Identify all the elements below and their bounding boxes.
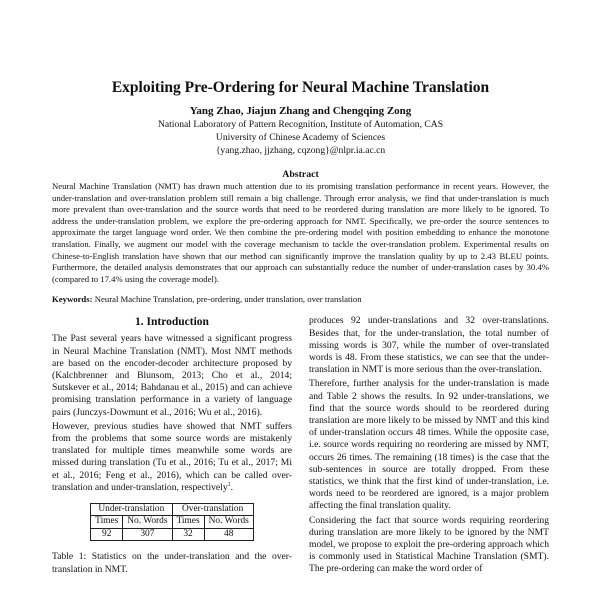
keywords [52, 293, 549, 305]
table-header: Times [91, 516, 123, 529]
section-heading-introduction: 1. Introduction [135, 316, 209, 329]
table-header: No. Words [204, 516, 253, 529]
table-row [91, 528, 254, 541]
two-column-body [52, 315, 549, 577]
table-cell: 48 [204, 528, 253, 541]
table-cell: 92 [91, 528, 123, 541]
paragraph-text: However, previous studies have showed that NMT suffers from the problems that some source words are mistakenly translated for multiple times meanwhile some words are missed during translation (Tu et al., 2016; Tu et al., 2017; Mi et al., 2016; Feng et al., 2016), which can be called over-translation and under-translation, respectively [52, 420, 292, 493]
paragraph: However, previous studies have showed that NMT suffers from the problems that some source words are mistakenly translated for multiple times meanwhile some words are missed during translation (Tu et al., 2016; Tu et al., 2017; Mi et al., 2016; Feng et al., 2016), which can be called over-translation and under-translation, respectively$^1$. [52, 420, 292, 493]
abstract-text: Neural Machine Translation (NMT) has drawn much attention due to its promising translation performance in recent years. However, the under-translation and over-translation problem still remain a big challenge. Through error analysis, we find that under-translation is much more prevalent than over-translation and the source words that need to be reordered during translation are more likely to be ignored. To address the under-translation problem, we explore the pre-ordering approach for NMT. Specifically, we pre-order the source sentences to approximate the target language word order. We then combine the pre-ordering model with position embedding to enhance the monotone translation. Finally, we augment our model with the coverage mechanism to tackle the over-translation problem. Experimental results on Chinese-to-English translation have shown that our method can significantly improve the translation quality by up to 2.43 BLEU points. Furthermore, the detailed analysis demonstrates that our approach can substantially reduce the number of under-translation cases by 30.4% (compared to 17.4% using the coverage model). [52, 181, 549, 284]
footnote-mark: 1 [227, 481, 231, 488]
paragraph: Considering the fact that source words requiring reordering during translation are more likely to be ignored by the NMT model, we propose to exploit the pre-ordering approach which is commonly used in Statistical Machine Translation (SMT). The pre-ordering can make the word order of [309, 514, 549, 575]
left-column [52, 315, 292, 576]
table-header: No. Words [123, 516, 172, 529]
paragraph: Therefore, further analysis for the under-translation is made and Table 2 shows the results. In 92 under-translations, we find that the source words should to be reordered during translation are more likely to be missed by NMT and this kind of under-translation occurs 48 times. While the opposite case, i.e. source words requiring no reordering are missed by NMT, occurs 26 times. The remaining (18 times) is the case that the sub-sentences in source are totally dropped. From these statistics, we think that the first kind of under-translation, i.e. words need to be reordered are ignored, is a major problem affecting the final translation quality. [309, 378, 549, 512]
table-caption: Table 1: Statistics on the under-translation and the over-translation in NMT. [52, 551, 292, 575]
table-row [91, 503, 254, 516]
keywords-label: Keywords: [52, 294, 93, 305]
right-column [309, 315, 549, 577]
authors: Yang Zhao, Jiajun Zhang and Chengqing Zong [189, 105, 412, 117]
paper-title: Exploiting Pre-Ordering for Neural Machine Translation [111, 79, 490, 96]
affiliation-institute: National Laboratory of Pattern Recognition, Institute of Automation, CAS [157, 119, 444, 130]
table-cell: 32 [172, 528, 204, 541]
table-1 [90, 503, 254, 542]
abstract-heading: Abstract [282, 169, 319, 180]
affiliation-university: University of Chinese Academy of Sciences [215, 132, 386, 143]
table-1-wrapper [52, 503, 292, 542]
author-emails: {yang.zhao, jjzhang, cqzong}@nlpr.ia.ac.cn [215, 145, 386, 156]
table-row [91, 516, 254, 529]
keywords-text: Neural Machine Translation, pre-ordering, under translation, over translation [94, 294, 362, 305]
paragraph: The Past several years have witnessed a significant progress in Neural Machine Translation (NMT). Most NMT methods are based on the encoder-decoder architecture proposed by (Kalchbrenner and Blunsom, 2013; Cho et al., 2014; Sutskever et al., 2014; Bahdanau et al., 2015) and can achieve promising translation performance in a variety of language pairs (Junczys-Dowmunt et al., 2016; Wu et al., 2016). [52, 333, 292, 418]
table-group-header: Under-translation [91, 503, 172, 516]
paragraph: produces 92 under-translations and 32 over-translations. Besides that, for the under-translation, the total number of missing words is 307, while the number of over-translated words is 48. From these statistics, we can see that the under-translation in NMT is more serious than the over-translation. [309, 315, 549, 376]
table-cell: 307 [123, 528, 172, 541]
table-header: Times [172, 516, 204, 529]
table-group-header: Over-translation [172, 503, 253, 516]
